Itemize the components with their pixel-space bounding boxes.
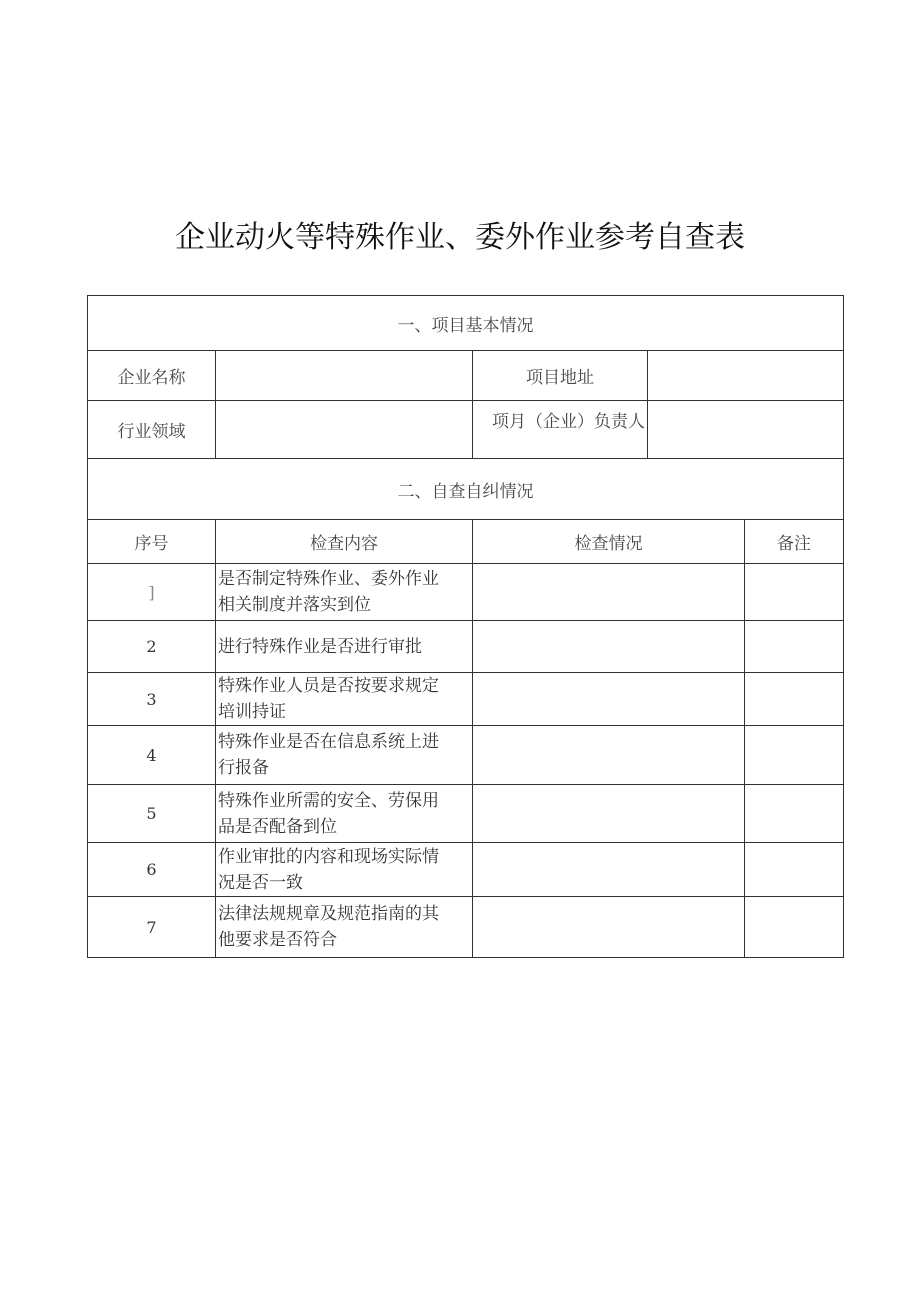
row-number: 7 bbox=[88, 897, 216, 958]
row-status-field[interactable] bbox=[473, 621, 745, 673]
section2-heading-row bbox=[88, 459, 844, 520]
row-status-field[interactable] bbox=[473, 673, 745, 726]
table-row bbox=[88, 785, 844, 843]
row-status-field[interactable] bbox=[473, 843, 745, 897]
row-status-field[interactable] bbox=[473, 564, 745, 621]
table-row bbox=[88, 897, 844, 958]
row-status-field[interactable] bbox=[473, 897, 745, 958]
table-row bbox=[88, 621, 844, 673]
row-remark-field[interactable] bbox=[745, 726, 844, 785]
row-number: 6 bbox=[88, 843, 216, 897]
table-row bbox=[88, 843, 844, 897]
row-remark-field[interactable] bbox=[745, 897, 844, 958]
row-status-field[interactable] bbox=[473, 726, 745, 785]
row-remark-field[interactable] bbox=[745, 673, 844, 726]
table-row bbox=[88, 673, 844, 726]
row-content bbox=[216, 785, 473, 843]
industry-field[interactable] bbox=[216, 401, 473, 459]
table-row bbox=[88, 726, 844, 785]
row-number: 3 bbox=[88, 673, 216, 726]
company-name-field[interactable] bbox=[216, 351, 473, 401]
row-remark-field[interactable] bbox=[745, 843, 844, 897]
column-header-no: 序号 bbox=[88, 520, 216, 564]
row-content-line: 相关制度并落实到位 bbox=[218, 595, 371, 615]
section1-heading: 一、项目基本情况 bbox=[88, 296, 844, 351]
row-content-line: 他要求是否符合 bbox=[218, 930, 337, 950]
page-title: 企业动火等特殊作业、委外作业参考自查表 bbox=[175, 220, 745, 255]
row-content-line: 特殊作业所需的安全、劳保用 bbox=[218, 790, 439, 811]
row-content-line: 行报备 bbox=[218, 758, 269, 778]
row-content bbox=[216, 673, 473, 726]
row-content-line: 况是否一致 bbox=[218, 872, 303, 893]
leader-field[interactable] bbox=[648, 401, 844, 459]
project-address-label: 项目地址 bbox=[473, 351, 648, 401]
column-header-remark: 备注 bbox=[745, 520, 844, 564]
row-number: 4 bbox=[88, 726, 216, 785]
row-content-line: 作业审批的内容和现场实际情 bbox=[218, 846, 439, 867]
row-content-line: 是否制定特殊作业、委外作业 bbox=[218, 569, 439, 589]
row-content bbox=[216, 621, 473, 673]
row-content-line: 特殊作业人员是否按要求规定 bbox=[218, 676, 439, 696]
project-address-field[interactable] bbox=[648, 351, 844, 401]
table-row bbox=[88, 564, 844, 621]
row-content bbox=[216, 843, 473, 897]
row-content-line: 特殊作业是否在信息系统上进 bbox=[218, 732, 439, 752]
company-name-label: 企业名称 bbox=[88, 351, 216, 401]
row-content bbox=[216, 564, 473, 621]
row-status-field[interactable] bbox=[473, 785, 745, 843]
leader-label: 项月（企业）负责人 bbox=[473, 401, 648, 459]
row-content-line: 品是否配备到位 bbox=[218, 816, 337, 837]
row-content bbox=[216, 726, 473, 785]
column-header-row bbox=[88, 520, 844, 564]
section2-heading: 二、自查自纠情况 bbox=[88, 459, 844, 520]
section1-heading-row bbox=[88, 296, 844, 351]
row-remark-field[interactable] bbox=[745, 785, 844, 843]
self-check-table bbox=[87, 295, 844, 958]
company-row bbox=[88, 351, 844, 401]
row-number: ] bbox=[88, 564, 216, 621]
row-remark-field[interactable] bbox=[745, 564, 844, 621]
row-number: 5 bbox=[88, 785, 216, 843]
row-content-line: 法律法规规章及规范指南的其 bbox=[218, 904, 439, 924]
row-content-line: 培训持证 bbox=[218, 702, 286, 722]
column-header-status: 检查情况 bbox=[473, 520, 745, 564]
row-remark-field[interactable] bbox=[745, 621, 844, 673]
industry-row bbox=[88, 401, 844, 459]
industry-label: 行业领域 bbox=[88, 401, 216, 459]
row-number: 2 bbox=[88, 621, 216, 673]
row-content-line: 进行特殊作业是否进行审批 bbox=[218, 636, 422, 657]
column-header-content: 检查内容 bbox=[216, 520, 473, 564]
row-content bbox=[216, 897, 473, 958]
